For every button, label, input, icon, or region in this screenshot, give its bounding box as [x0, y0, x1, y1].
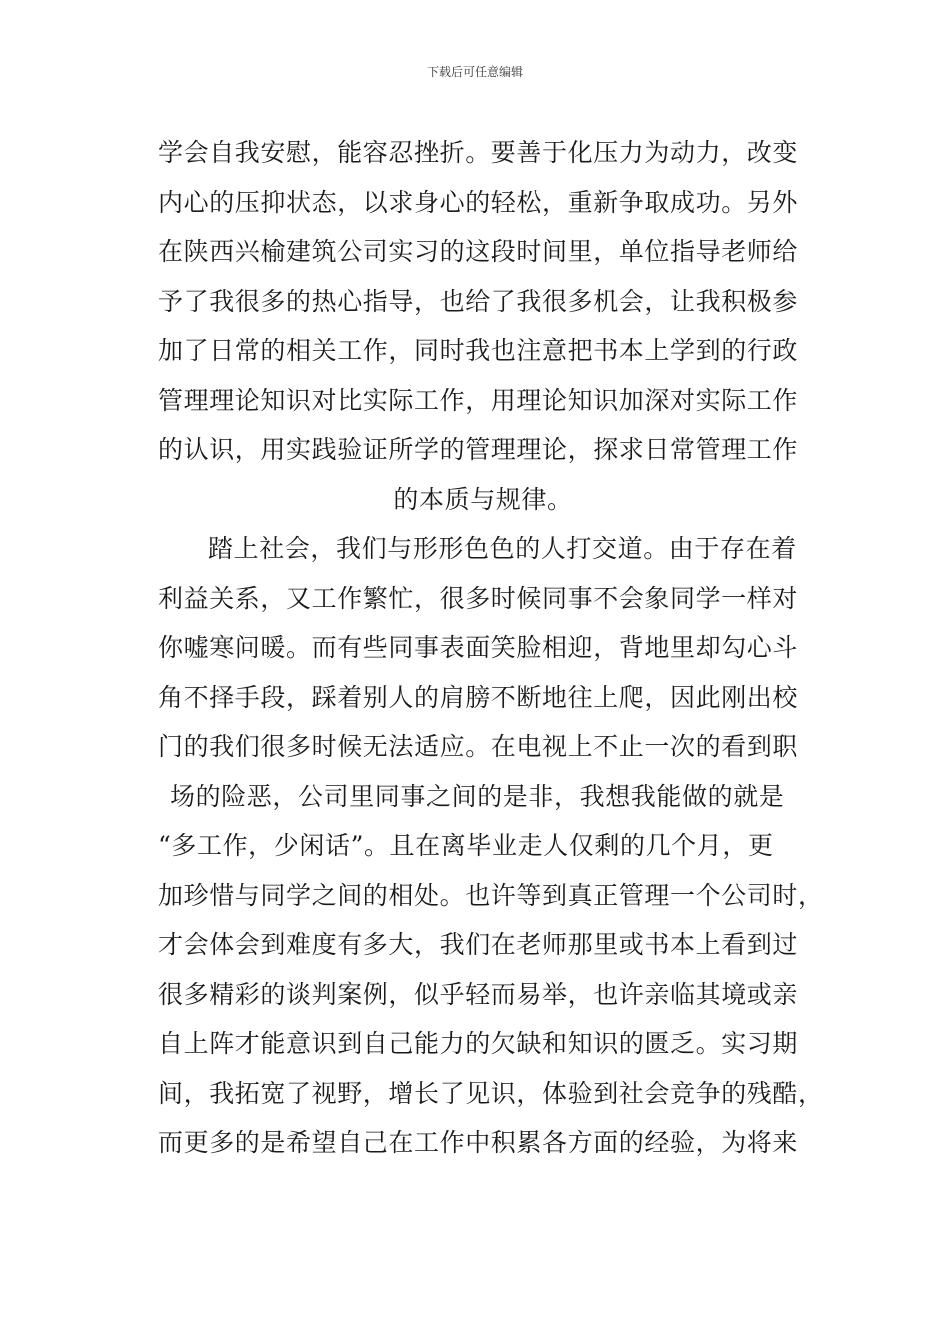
text-line: 的认识，用实践验证所学的管理理论，探求日常管理工作	[158, 435, 799, 464]
document-body	[158, 128, 824, 1168]
paragraph-start-line: 踏上社会，我们与形形色色的人打交道。由于存在着	[208, 534, 797, 563]
text-line: 加珍惜与同学之间的相处。也许等到真正管理一个公司时，	[158, 880, 824, 910]
text-line: 予了我很多的热心指导，也给了我很多机会，让我积极参	[158, 286, 799, 316]
text-line: 学会自我安慰，能容忍挫折。要善于化压力为动力，改变	[158, 138, 799, 167]
text-line: 在陕西兴榆建筑公司实习的这段时间里，单位指导老师给	[158, 237, 799, 266]
text-line: 间，我拓宽了视野，增长了见识，体验到社会竞争的残酷，	[158, 1078, 824, 1108]
text-line: “多工作，少闲话”。且在离毕业走人仅剩的几个月，更	[158, 831, 774, 860]
text-line: 角不择手段，踩着别人的肩膀不断地往上爬，因此刚出校	[158, 682, 799, 712]
text-line: 门的我们很多时候无法适应。在电视上不止一次的看到职	[158, 732, 799, 761]
text-line-centered: 的本质与规律。	[393, 484, 573, 514]
page-header-note: 下载后可任意编辑	[426, 65, 523, 79]
text-line: 你嘘寒问暖。而有些同事表面笑脸相迎，背地里却勾心斗	[158, 633, 799, 662]
text-line: 才会体会到难度有多大，我们在老师那里或书本上看到过	[158, 930, 799, 959]
text-line: 内心的压抑状态，以求身心的轻松，重新争取成功。另外	[158, 187, 799, 217]
text-line: 加了日常的相关工作，同时我也注意把书本上学到的行政	[158, 336, 799, 365]
text-line: 自上阵才能意识到自己能力的欠缺和知识的匮乏。实习期	[158, 1029, 799, 1058]
text-line: 利益关系，又工作繁忙，很多时候同事不会象同学一样对	[158, 583, 799, 613]
text-line: 而更多的是希望自己在工作中积累各方面的经验，为将来	[158, 1128, 799, 1157]
text-line: 场的险恶，公司里同事之间的是非，我想我能做的就是	[170, 781, 785, 811]
text-line: 管理理论知识对比实际工作，用理论知识加深对实际工作	[158, 385, 799, 415]
text-line: 很多精彩的谈判案例，似乎轻而易举，也许亲临其境或亲	[158, 979, 799, 1009]
